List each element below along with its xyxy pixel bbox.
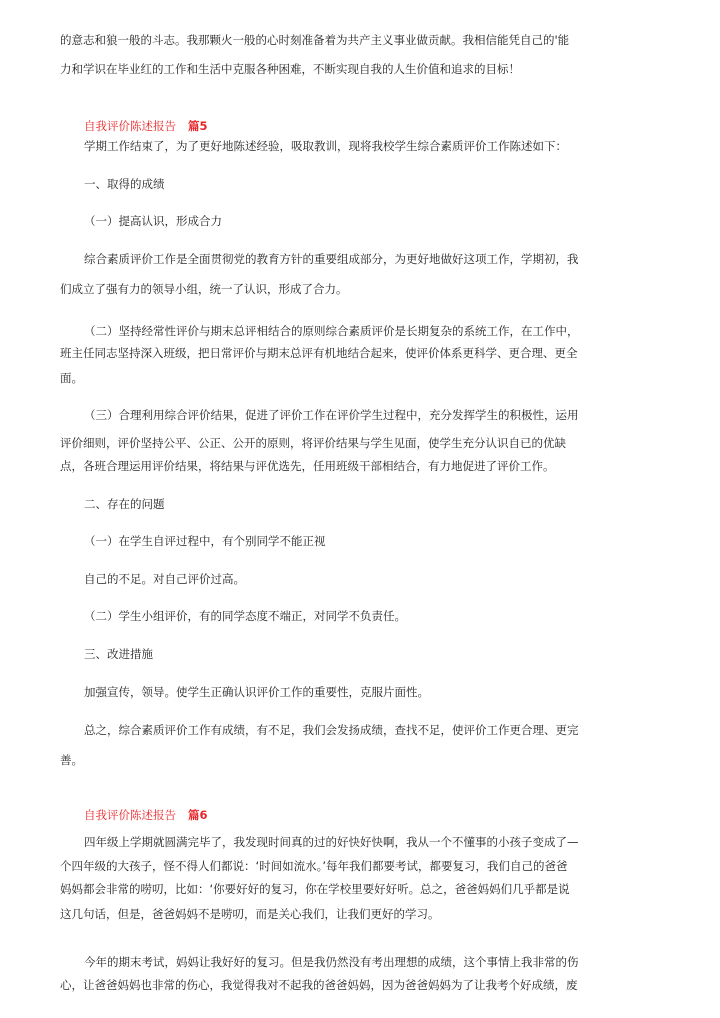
paragraph-line: （二）坚持经常性评价与期末总评相结合的原则综合素质评价是长期复杂的系统工作，在工作中， — [84, 324, 579, 338]
paragraph-line: 综合素质评价工作是全面贯彻党的教育方针的重要组成部分，为更好地做好这项工作，学期初，我 — [84, 252, 579, 266]
subheading: 二、存在的问题 — [84, 497, 165, 511]
subheading: （一）提高认识，形成合力 — [84, 214, 222, 228]
paragraph-line: （一）在学生自评过程中，有个别同学不能正视 — [84, 534, 326, 548]
paragraph-line: 们成立了强有力的领导小组，统一了认识，形成了合力。 — [60, 282, 348, 296]
paragraph-line: 心，让爸爸妈妈也非常的伤心，我觉得我对不起我的爸爸妈妈，因为爸爸妈妈为了让我考个好成绩，废 — [60, 978, 578, 992]
paragraph-line: 加强宣传，领导。使学生正确认识评价工作的重要性，克服片面性。 — [84, 685, 429, 699]
paragraph-line: 善。 — [60, 753, 83, 767]
paragraph-line: 自己的不足。对自己评价过高。 — [84, 572, 245, 586]
paragraph-line: 面。 — [60, 371, 83, 385]
paragraph-line: 总之，综合素质评价工作有成绩，有不足，我们会发扬成绩，查找不足，使评价工作更合理、更完 — [84, 723, 579, 737]
subheading: 三、改进措施 — [84, 647, 153, 661]
paragraph-line: 点，各班合理运用评价结果，将结果与评优选先，任用班级干部相结合，有力地促进了评价工作。 — [60, 459, 555, 473]
paragraph-line: 今年的期末考试，妈妈让我好好的复习。但是我仍然没有考出理想的成绩，这个事情上我非常的伤 — [84, 955, 579, 969]
subheading: 一、取得的成绩 — [84, 177, 165, 191]
section-heading-6 — [84, 808, 208, 822]
paragraph-line: （二）学生小组评价，有的同学态度不端正，对同学不负责任。 — [84, 609, 406, 623]
section-number: 篇6 — [188, 808, 208, 822]
paragraph-line: 妈妈都会非常的唠叨，比如：‘你要好好的复习，你在学校里要好好听。总之，爸爸妈妈们几乎都是说 — [60, 882, 570, 896]
paragraph-line: 四年级上学期就圆满完毕了，我发现时间真的过的好快好快啊，我从一个不懂事的小孩子变成了— — [84, 835, 579, 849]
section-title: 自我评价陈述报告 — [84, 119, 176, 133]
paragraph-line: 班主任同志坚持深入班级，把日常评价与期末总评有机地结合起来，使评价体系更科学、更合理、更全 — [60, 346, 578, 360]
paragraph-line: 力和学识在毕业红的工作和生活中克服各种困难，不断实现自我的人生价值和追求的目标！ — [60, 62, 520, 76]
paragraph-line: 这几句话，但是，爸爸妈妈不是唠叨，而是关心我们，让我们更好的学习。 — [60, 907, 440, 921]
section-title: 自我评价陈述报告 — [84, 808, 176, 822]
paragraph-line: 个四年级的大孩子，怪不得人们都说：‘时间如流水。’每年我们都要考试，都要复习，我们自己的爸爸 — [60, 859, 568, 873]
paragraph-line: 的意志和狼一般的斗志。我那颗火一般的心时刻准备着为共产主义事业做贡献。我相信能凭自己的'能 — [60, 33, 570, 47]
paragraph-line: 评价细则，评价坚持公平、公正、公开的原则，将评价结果与学生见面，使学生充分认识自已的优缺 — [60, 436, 566, 450]
paragraph-line: （三）合理利用综合评价结果，促进了评价工作在评价学生过程中，充分发挥学生的积极性，运用 — [84, 408, 579, 422]
paragraph-line: 学期工作结束了，为了更好地陈述经验，吸取教训，现将我校学生综合素质评价工作陈述如下： — [84, 139, 567, 153]
section-heading-5 — [84, 119, 208, 133]
section-number: 篇5 — [188, 119, 208, 133]
